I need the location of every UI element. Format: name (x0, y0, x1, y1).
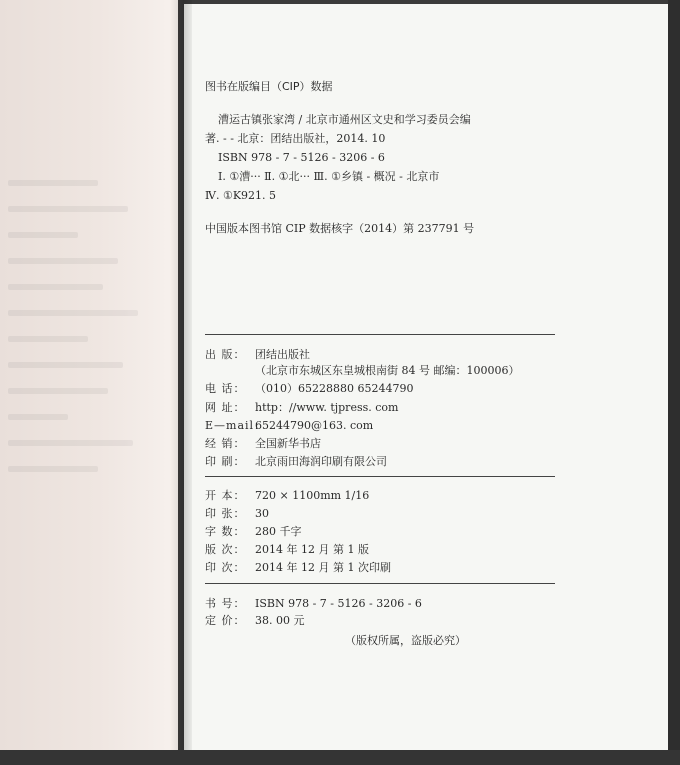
phone-row (205, 382, 413, 396)
printer-row (205, 455, 387, 469)
divider (205, 583, 555, 584)
row-value: 65244790@163. com (255, 419, 374, 432)
row-value: 团结出版社 (255, 348, 310, 361)
cip-line: 著. - - 北京：团结出版社，2014. 10 (205, 132, 386, 145)
row-value: （北京市东城区东皇城根南街 84 号 邮编：100006） (255, 364, 520, 377)
scan-edge-right (668, 0, 680, 765)
isbn-row (205, 597, 422, 611)
row-value: http：//www. tjpress. com (255, 401, 399, 414)
row-value: （010）65228880 65244790 (255, 382, 414, 395)
email-row (205, 419, 373, 433)
cip-line: 漕运古镇张家湾 / 北京市通州区文史和学习委员会编 (218, 113, 471, 126)
row-label: 定 价： (205, 614, 246, 627)
row-label: 网 址： (205, 401, 246, 414)
row-value: 280 千字 (255, 525, 302, 538)
cip-line: Ⅳ. ①K921. 5 (205, 189, 277, 202)
wordcount-row (205, 525, 302, 539)
row-value: 38. 00 元 (255, 614, 305, 627)
divider (205, 334, 555, 335)
row-value: 2014 年 12 月 第 1 版 (255, 543, 369, 556)
row-value: 全国新华书店 (255, 437, 321, 450)
book-spine-shadow (170, 0, 192, 752)
row-value: 2014 年 12 月 第 1 次印刷 (255, 561, 391, 574)
row-label: 电 话： (205, 382, 246, 395)
row-value: 720 × 1100mm 1/16 (255, 489, 370, 502)
edition-row (205, 543, 369, 557)
price-row (205, 614, 304, 628)
website-row (205, 401, 398, 415)
row-label: 印 刷： (205, 455, 246, 468)
address-row (205, 364, 519, 378)
divider (205, 476, 555, 477)
row-label: 开 本： (205, 489, 246, 502)
left-page (0, 0, 178, 752)
row-label: 字 数： (205, 525, 246, 538)
cip-verification: 中国版本图书馆 CIP 数据核字（2014）第 237791 号 (205, 222, 475, 235)
row-label: E—mail： (205, 419, 267, 432)
row-label: 经 销： (205, 437, 246, 450)
bleed-through-text (8, 180, 148, 650)
format-row (205, 489, 369, 503)
cip-title: 图书在版编目（CIP）数据 (205, 80, 333, 93)
sheets-row (205, 507, 269, 521)
distributor-row (205, 437, 321, 451)
publisher-row (205, 348, 310, 362)
row-value: ISBN 978 - 7 - 5126 - 3206 - 6 (255, 597, 422, 610)
row-value: 北京雨田海润印刷有限公司 (255, 455, 387, 468)
cip-line: ISBN 978 - 7 - 5126 - 3206 - 6 (218, 151, 385, 164)
row-value: 30 (255, 507, 269, 520)
row-label: 书 号： (205, 597, 246, 610)
row-label: 版 次： (205, 543, 246, 556)
printing-row (205, 561, 391, 575)
scan-edge-bottom (0, 750, 680, 765)
rights-notice: （版权所属，盗版必究） (345, 634, 466, 647)
row-label: 出 版： (205, 348, 246, 361)
row-label: 印 次： (205, 561, 246, 574)
cip-line: Ⅰ. ①漕··· Ⅱ. ①北··· Ⅲ. ①乡镇 - 概况 - 北京市 (218, 170, 440, 183)
row-label: 印 张： (205, 507, 246, 520)
